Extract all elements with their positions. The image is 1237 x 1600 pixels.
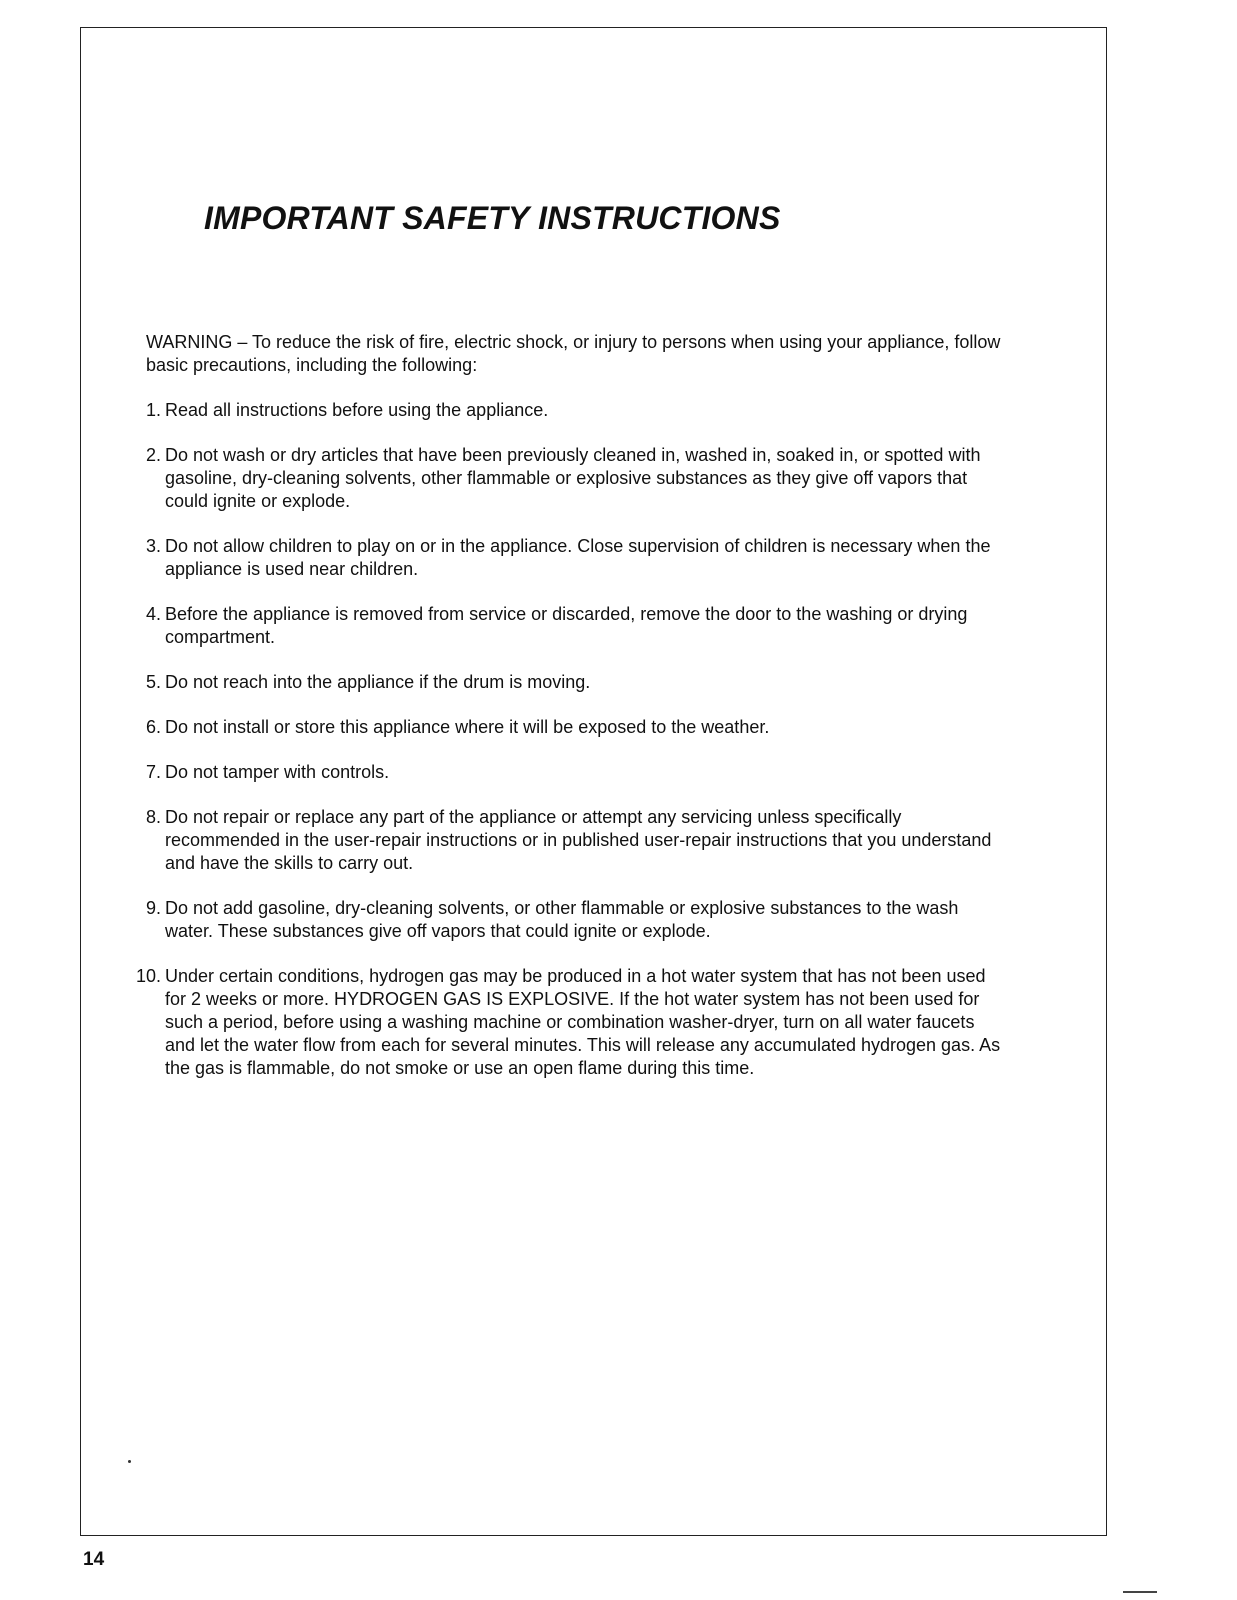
instruction-text: Do not allow children to play on or in the appliance. Close supervision of children is necessary when the appliance is used near children.: [165, 536, 991, 579]
instruction-text: Do not tamper with controls.: [165, 762, 390, 782]
instruction-text: Under certain conditions, hydrogen gas may be produced in a hot water system that has not been used for 2 weeks or more. HYDROGEN GAS IS EXPLOSIVE. If the hot water system has not been used for such a period, before using a washing machine or combination washer-dryer, turn on all water faucets and let the water flow from each for several minutes. This will release any accumulated hydrogen gas. As the gas is flammable, do not smoke or use an open flame during this time.: [165, 966, 1001, 1078]
instruction-item: [146, 444, 1006, 513]
instruction-number: 10.: [136, 966, 162, 986]
instruction-item: [146, 603, 1006, 649]
scan-speck: [128, 1460, 131, 1463]
instruction-number: 2.: [146, 445, 162, 465]
instruction-item: [146, 716, 1006, 739]
instruction-item: [146, 399, 1006, 422]
scan-edge-mark: [1123, 1591, 1157, 1593]
instruction-number: 9.: [146, 898, 162, 918]
instruction-text: Do not install or store this appliance where it will be exposed to the weather.: [165, 717, 770, 737]
instruction-text: Read all instructions before using the appliance.: [165, 400, 549, 420]
instruction-item: [146, 761, 1006, 784]
instruction-text: Do not wash or dry articles that have been previously cleaned in, washed in, soaked in, or spotted with gasoline, dry-cleaning solvents, other flammable or explosive substances as they give off vapors that could ignite or explode.: [165, 445, 981, 511]
instruction-number: 8.: [146, 807, 162, 827]
instruction-item: [146, 535, 1006, 581]
instruction-number: 4.: [146, 604, 162, 624]
instruction-number: 7.: [146, 762, 162, 782]
page-number: 14: [83, 1549, 105, 1570]
instruction-item: [146, 671, 1006, 694]
instruction-number: 6.: [146, 717, 162, 737]
instruction-number: 1.: [146, 400, 162, 420]
instruction-item: [136, 965, 1006, 1080]
instruction-text: Do not repair or replace any part of the appliance or attempt any servicing unless specifically recommended in the user-repair instructions or in published user-repair instructions that you understand and have the skills to carry out.: [165, 807, 992, 873]
instructions-body: [136, 331, 1006, 1102]
instruction-list: [136, 399, 1006, 1080]
instruction-text: Do not add gasoline, dry-cleaning solvents, or other flammable or explosive substances to the wash water. These substances give off vapors that could ignite or explode.: [165, 898, 959, 941]
page-title: IMPORTANT SAFETY INSTRUCTIONS: [204, 200, 781, 236]
instruction-number: 5.: [146, 672, 162, 692]
instruction-number: 3.: [146, 536, 162, 556]
instruction-text: Before the appliance is removed from service or discarded, remove the door to the washing or drying compartment.: [165, 604, 968, 647]
warning-paragraph: WARNING – To reduce the risk of fire, electric shock, or injury to persons when using your appliance, follow basic precautions, including the following:: [146, 332, 1001, 375]
instruction-text: Do not reach into the appliance if the drum is moving.: [165, 672, 591, 692]
instruction-item: [146, 897, 1006, 943]
instruction-item: [146, 806, 1006, 875]
